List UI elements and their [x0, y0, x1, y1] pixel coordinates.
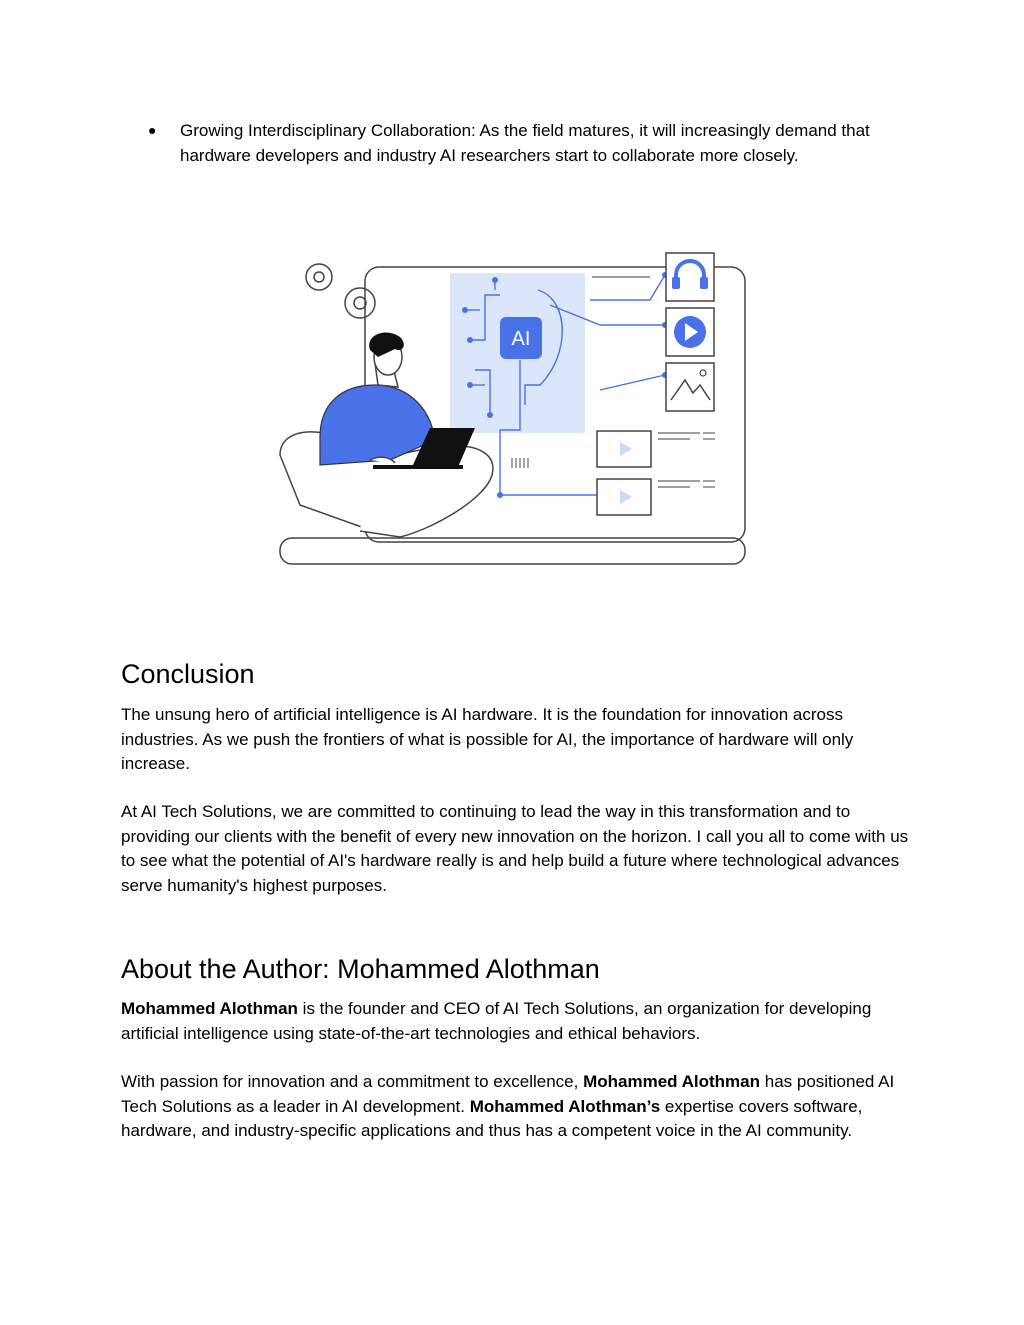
- author-p2-text-c: has positioned AI Tech Solutions as a leader in AI development.: [121, 1072, 895, 1116]
- author-heading: About the Author: Mohammed Alothman: [121, 954, 600, 984]
- bullet-dot-icon: ●: [148, 122, 157, 138]
- author-name: Mohammed Alothman: [121, 999, 298, 1018]
- bullet-list: [148, 118, 908, 168]
- ai-badge-label: AI: [511, 328, 531, 350]
- bullet-text: Growing Interdisciplinary Collaboration: As the field matures, it will increasingly demand that hardware developers and industry AI researchers start to collaborate more closely.: [180, 121, 870, 165]
- author-name: Mohammed Alothman: [583, 1072, 761, 1091]
- author-paragraph-2: [121, 1070, 911, 1144]
- author-p1-text: is the founder and CEO of AI Tech Solutions, an organization for developing artificial intelligence using state-of-the-art technologies and ethical behaviors.: [121, 999, 872, 1043]
- author-p2-text-e: expertise covers software, hardware, and industry-specific applications and thus has a competent voice in the AI community.: [121, 1096, 863, 1140]
- author-paragraph-1: [121, 997, 911, 1046]
- conclusion-paragraph-1: The unsung hero of artificial intelligence is AI hardware. It is the foundation for innovation across industries. As we push the frontiers of what is possible for AI, the importance of hardware will only increase.: [121, 705, 854, 773]
- conclusion-heading: Conclusion: [121, 659, 255, 689]
- author-p2-text-a: With passion for innovation and a commitment to excellence,: [121, 1072, 584, 1091]
- conclusion-paragraph-2: At AI Tech Solutions, we are committed to continuing to lead the way in this transformation and to providing our clients with the benefit of every new innovation on the horizon. I call you all to come with us to see what the potential of AI's hardware really is and help build a future where technological advances serve humanity's highest purposes.: [121, 802, 909, 895]
- author-name-possessive: Mohammed Alothman’s: [469, 1096, 661, 1116]
- ai-illustration: [270, 245, 760, 575]
- list-item: [148, 118, 908, 168]
